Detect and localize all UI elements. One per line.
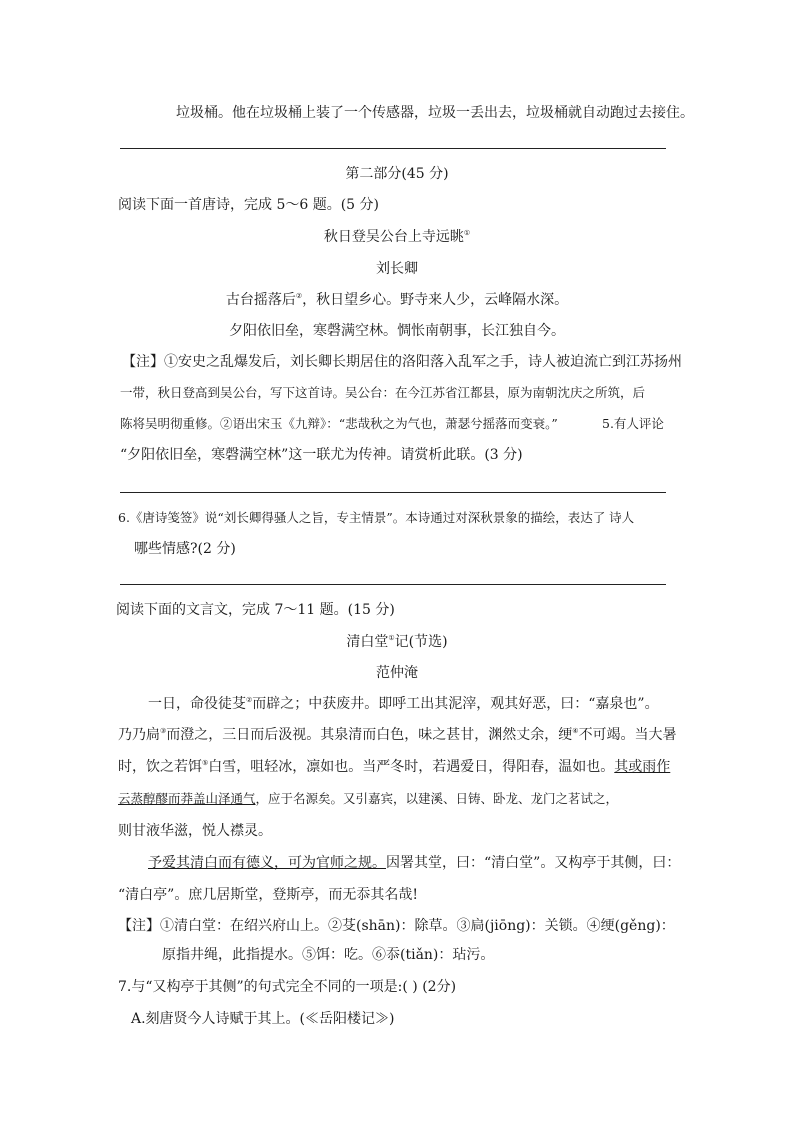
underlined-sentence: 予爱其清白而有德义，可为官师之规。 (148, 855, 386, 871)
essay-line: 予爱其清白而有德义，可为官师之规。因署其堂，曰：“清白堂”。又构亭于其侧，曰： (148, 855, 681, 871)
question-6-continued: 哪些情感?(2 分) (134, 541, 236, 557)
answer-line (120, 492, 666, 493)
footnote-mark: ① (388, 634, 395, 642)
essay-line: 云蒸醇醪而莽盖山泽通气，应于名源矣。又引嘉宾，以建溪、日铸、卧龙、龙门之茗试之， (118, 791, 619, 806)
essay-line: “清白亭”。庶几居斯堂，登斯亭，而无忝其名哉! (118, 887, 418, 903)
essay-line: 则甘液华滋，悦人襟灵。 (118, 823, 272, 839)
footnote-mark: ③ (160, 727, 167, 735)
poem-author: 刘长卿 (376, 261, 418, 277)
underlined-sentence: 其或雨作 (614, 759, 671, 775)
answer-line (120, 148, 666, 149)
classical-instruction: 阅读下面的文言文，完成 7～11 题。(15 分) (116, 602, 395, 618)
question-6: 6.《唐诗笺签》说“刘长卿得骚人之旨，专主情景”。本诗通过对深秋景象的描绘，表达了 诗人 (118, 510, 635, 525)
footnote-mark: ② (246, 696, 253, 704)
poem-instruction: 阅读下面一首唐诗，完成 5～6 题。(5 分) (118, 197, 379, 213)
footnote-mark: ⑤ (202, 759, 209, 767)
poem-note-line: 【注】①安史之乱爆发后，刘长卿长期居住的洛阳落入乱军之手，诗人被迫流亡到江苏扬州 (122, 354, 682, 370)
question-7-option-a: A.刻唐贤今人诗赋于其上。(≪岳阳楼记≫) (131, 1011, 395, 1027)
essay-line: 一日，命役徒芟②而辟之；中获废井。即呼工出其泥滓，观其好恶，曰：“嘉泉也”。 (148, 696, 659, 712)
essay-author: 范仲淹 (376, 665, 418, 681)
essay-note-line: 原指井绳，此指提水。⑤饵：吃。⑥忝(tiǎn)：玷污。 (162, 947, 495, 963)
essay-title: 清白堂①记(节选) (346, 634, 448, 650)
essay-line: 乃乃扃③而澄之，三日而后汲视。其泉清而白色，味之甚甘，渊然丈余，绠④不可竭。当大暑 (118, 727, 677, 743)
poem-note-line: 陈将吴明彻重修。②语出宋玉《九辩》：“悲哉秋之为气也，萧瑟兮摇落而变衰。” (120, 416, 558, 431)
poem-title: 秋日登吴公台上寺远眺① (323, 229, 471, 245)
footnote-mark: ④ (572, 727, 579, 735)
footnote-mark: ② (295, 292, 303, 300)
question-7: 7.与“又构亭于其侧”的句式完全不同的一项是:( ) (2分) (118, 979, 457, 995)
footnote-mark: ① (463, 229, 471, 237)
question-5-label: 5.有人评论 (602, 416, 664, 431)
intro-fragment: 垃圾桶。他在垃圾桶上装了一个传感器，垃圾一丢出去，垃圾桶就自动跑过去接住。 (176, 105, 694, 121)
underlined-sentence: 云蒸醇醪而莽盖山泽通气 (118, 791, 256, 806)
question-5: “夕阳依旧垒，寒磬满空林”这一联尤为传神。请赏析此联。(3 分) (120, 447, 523, 463)
answer-line (120, 584, 666, 585)
section-heading: 第二部分(45 分) (345, 166, 449, 182)
essay-note-line: 【注】①清白堂：在绍兴府山上。②芟(shān)：除草。③扃(jiōng)：关锁。④绠(gěng)： (118, 918, 675, 934)
poem-line-1: 古台摇落后②，秋日望乡心。野寺来人少，云峰隔水深。 (225, 292, 569, 308)
poem-line-2: 夕阳依旧垒，寒磬满空林。惆怅南朝事，长江独自今。 (229, 323, 565, 339)
poem-note-line: 一带，秋日登高到吴公台，写下这首诗。吴公台：在今江苏省江都县，原为南朝沈庆之所筑，后 (120, 385, 646, 400)
essay-line: 时，饮之若饵⑤白雪，咀轻冰，凛如也。当严冬时，若遇爱日，得阳春，温如也。其或雨作 (118, 759, 671, 775)
